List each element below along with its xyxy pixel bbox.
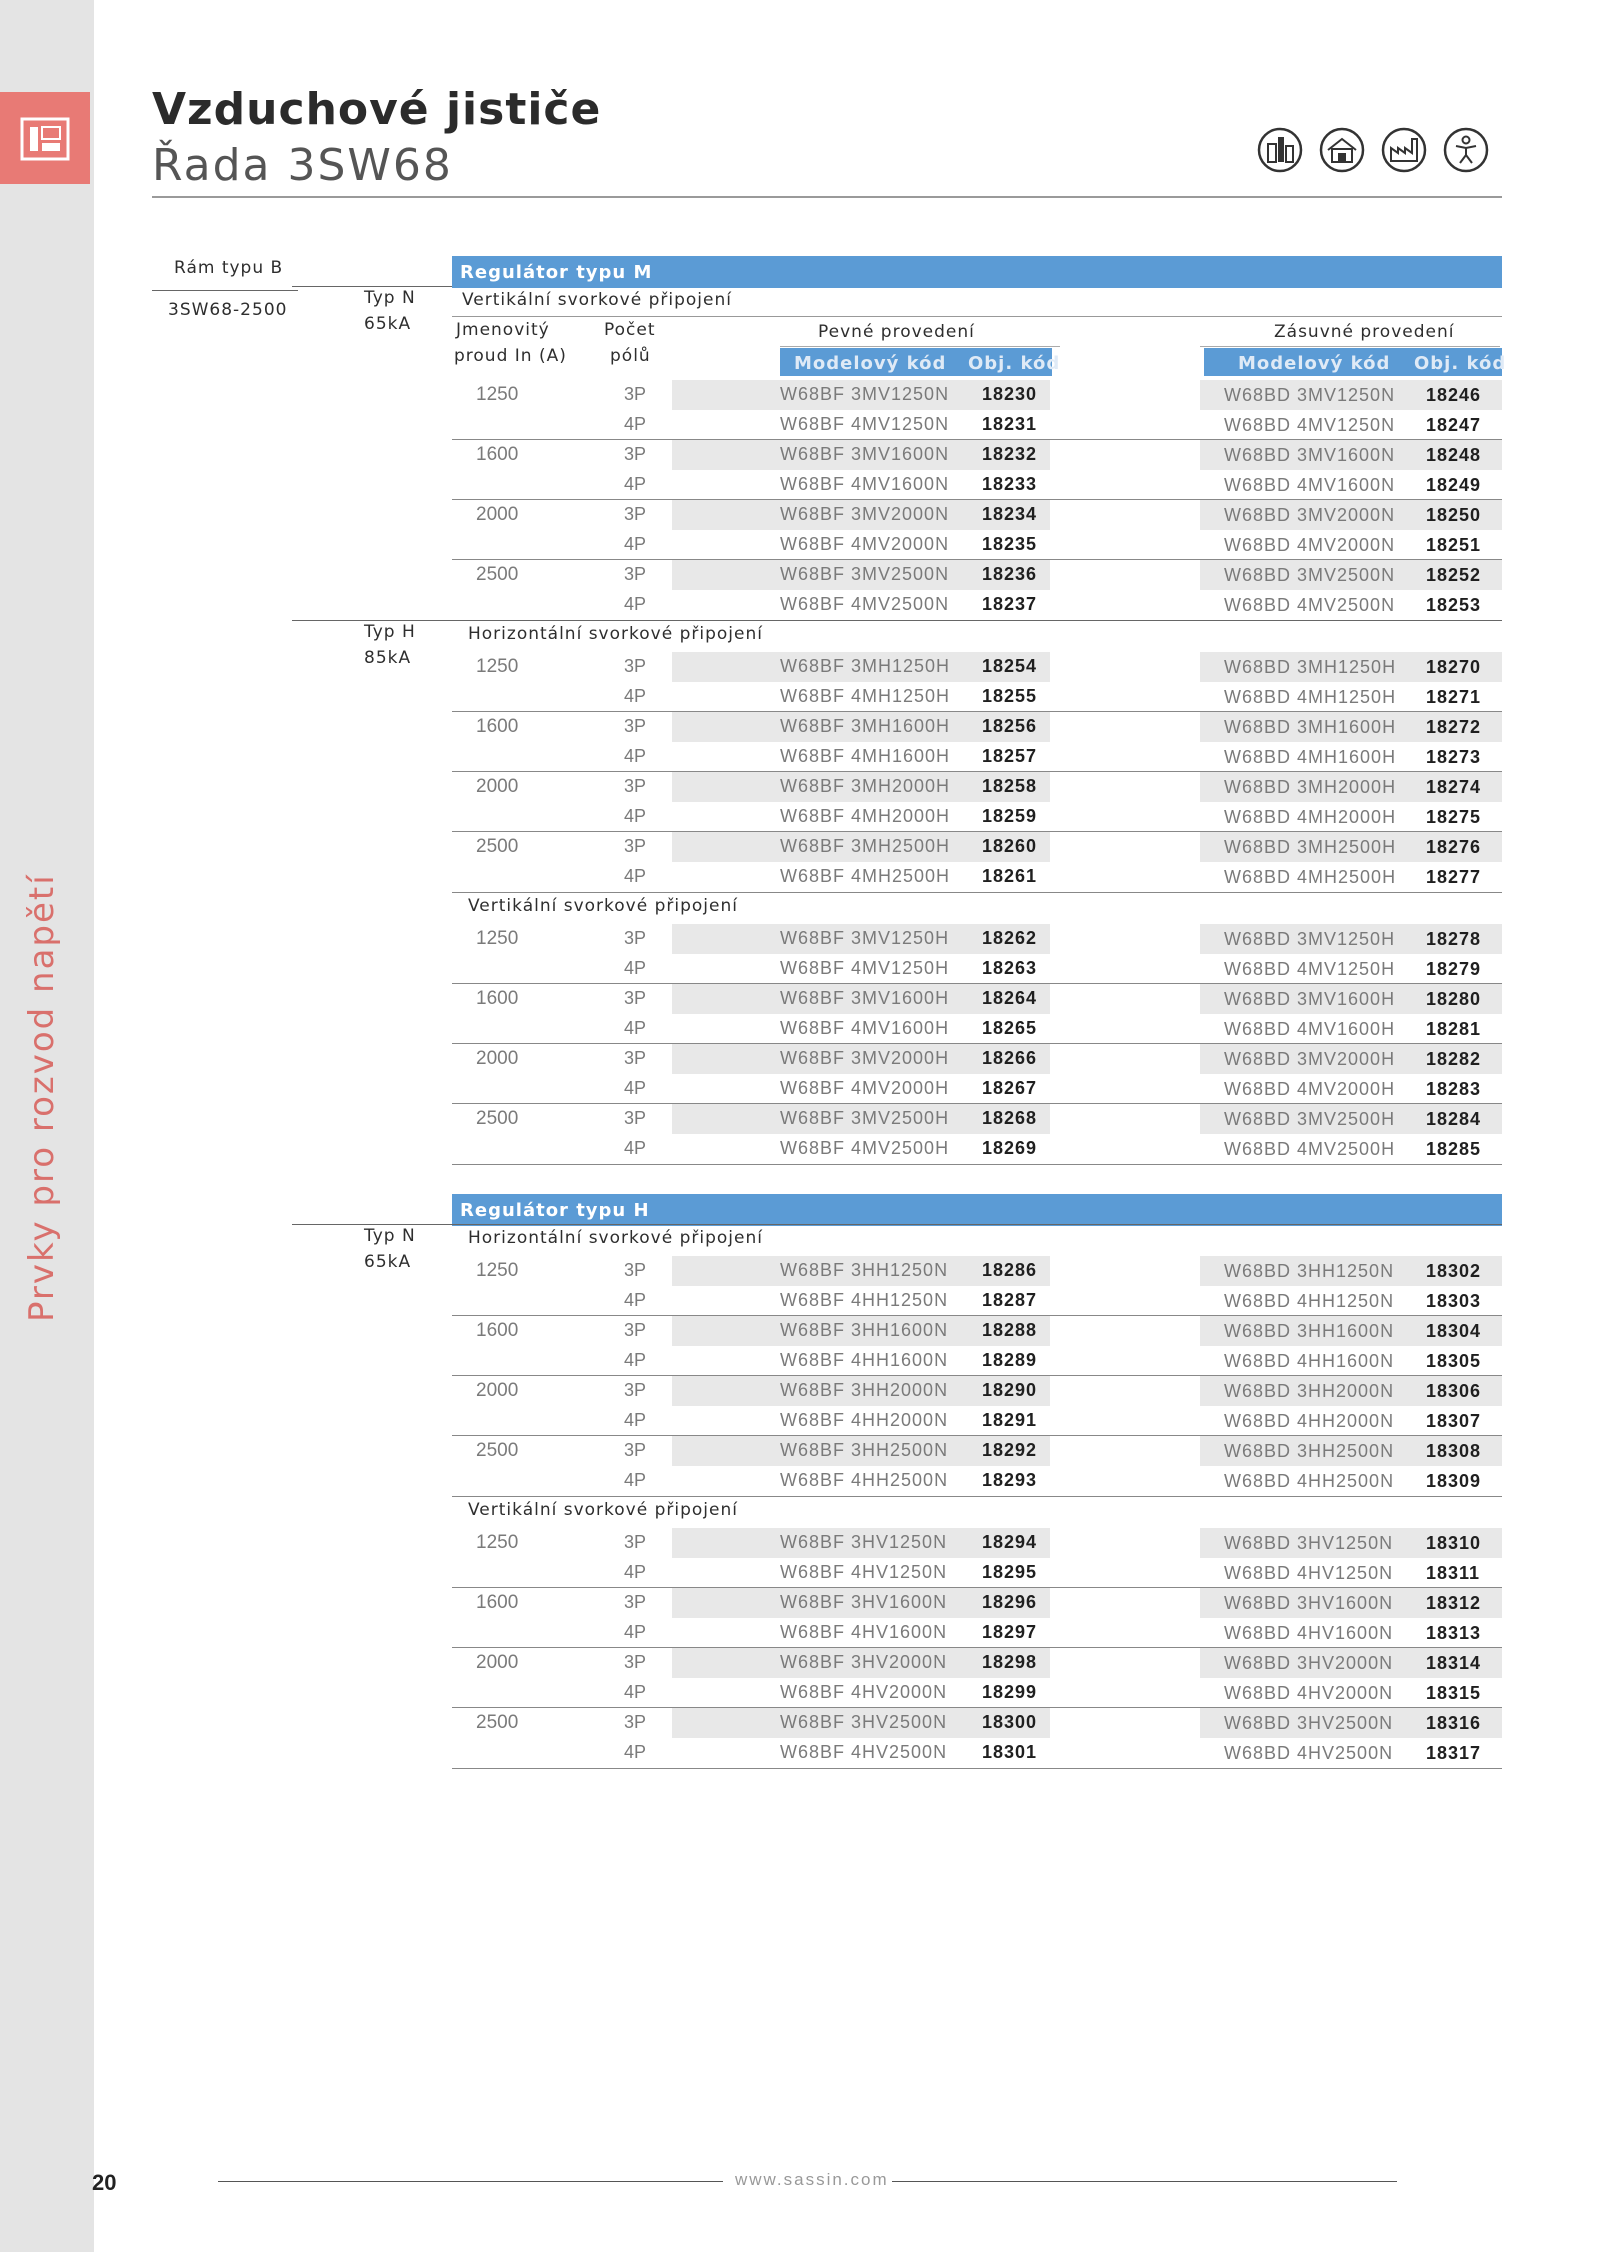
fixed-model-code: W68BF 3MV1600H (780, 988, 950, 1008)
rated-current: 1600 (476, 444, 519, 465)
drawout-model-code: W68BD 3HH1600N (1224, 1321, 1395, 1341)
fixed-model-code: W68BF 4HV1250N (780, 1562, 948, 1582)
drawout-order-code: 18317 (1426, 1743, 1482, 1763)
drawout-model-code: W68BD 4HV1250N (1224, 1563, 1394, 1583)
drawout-model-code: W68BD 4MV2500N (1224, 595, 1396, 615)
group-end-rule (452, 892, 1502, 893)
drawout-order-code: 18305 (1426, 1351, 1482, 1371)
drawout-model-code: W68BD 4HV1600N (1224, 1623, 1394, 1643)
col-poles-2: pólů (610, 346, 651, 366)
fixed-order-code: 18299 (982, 1682, 1038, 1702)
poles: 3P (624, 504, 647, 524)
fixed-model-code: W68BF 3HH2500N (780, 1440, 949, 1460)
rated-current: 1600 (476, 716, 519, 737)
poles: 4P (624, 958, 647, 978)
sidebar (0, 0, 94, 2252)
fixed-model-code: W68BF 4MH2000H (780, 806, 951, 826)
drawout-order-code: 18253 (1426, 595, 1482, 615)
fixed-model-code: W68BF 4HH2500N (780, 1470, 949, 1490)
connection-label: Vertikální svorkové připojení (468, 896, 738, 916)
drawout-col-model: Modelový kód (1238, 353, 1391, 374)
poles: 3P (624, 1380, 647, 1400)
connection-label: Vertikální svorkové připojení (462, 290, 732, 310)
type-rule (292, 286, 452, 287)
fixed-order-code: 18264 (982, 988, 1038, 1008)
rated-current: 2500 (476, 1440, 519, 1461)
drawout-model-code: W68BD 3MV1600H (1224, 989, 1396, 1009)
fixed-model-code: W68BF 3MH2000H (780, 776, 951, 796)
drawout-order-code: 18306 (1426, 1381, 1482, 1401)
fixed-model-code: W68BF 3HH1250N (780, 1260, 949, 1280)
fixed-model-code: W68BF 4MV2500H (780, 1138, 950, 1158)
drawout-order-code: 18278 (1426, 929, 1482, 949)
drawout-order-code: 18277 (1426, 867, 1482, 887)
fixed-order-code: 18300 (982, 1712, 1038, 1732)
application-icons (1256, 126, 1490, 174)
regulator-title: Regulátor typu M (460, 262, 653, 283)
fixed-order-code: 18262 (982, 928, 1038, 948)
page-title: Vzduchové jističe (152, 84, 602, 135)
drawout-model-code: W68BD 3HV1250N (1224, 1533, 1394, 1553)
poles: 4P (624, 1470, 647, 1490)
drawout-order-code: 18314 (1426, 1653, 1482, 1673)
breaker-type: Typ H (364, 622, 416, 642)
rated-current: 2000 (476, 504, 519, 525)
fixed-order-code: 18267 (982, 1078, 1038, 1098)
page-subtitle: Řada 3SW68 (152, 140, 453, 191)
drawout-model-code: W68BD 4MV1600N (1224, 475, 1396, 495)
poles: 3P (624, 1532, 647, 1552)
fixed-order-code: 18289 (982, 1350, 1038, 1370)
drawout-model-code: W68BD 4HV2000N (1224, 1683, 1394, 1703)
rated-current: 2000 (476, 776, 519, 797)
poles: 4P (624, 1562, 647, 1582)
poles: 3P (624, 716, 647, 736)
fixed-order-code: 18235 (982, 534, 1038, 554)
drawout-order-code: 18283 (1426, 1079, 1482, 1099)
fixed-model-code: W68BF 3HV2000N (780, 1652, 948, 1672)
fixed-order-code: 18255 (982, 686, 1038, 706)
poles: 4P (624, 866, 647, 886)
rated-current: 1250 (476, 1532, 519, 1553)
fixed-order-code: 18265 (982, 1018, 1038, 1038)
breaker-type: Typ N (364, 1226, 416, 1246)
row-group-rule (452, 439, 1502, 440)
poles: 3P (624, 384, 647, 404)
drawout-model-code: W68BD 4MV2500H (1224, 1139, 1396, 1159)
poles: 3P (624, 928, 647, 948)
row-group-rule (452, 1647, 1502, 1648)
group-end-rule (452, 1496, 1502, 1497)
drawout-model-code: W68BD 4MV2000N (1224, 535, 1396, 555)
drawout-order-code: 18310 (1426, 1533, 1482, 1553)
fixed-order-code: 18236 (982, 564, 1038, 584)
poles: 3P (624, 1320, 647, 1340)
regulator-title: Regulátor typu H (460, 1200, 650, 1221)
row-group-rule (452, 1103, 1502, 1104)
row-group-rule (452, 831, 1502, 832)
footer-url[interactable]: www.sassin.com (735, 2170, 889, 2189)
drawout-order-code: 18307 (1426, 1411, 1482, 1431)
poles: 3P (624, 1592, 647, 1612)
row-group-rule (452, 711, 1502, 712)
fixed-order-code: 18291 (982, 1410, 1038, 1430)
drawout-order-code: 18250 (1426, 505, 1482, 525)
drawout-order-code: 18284 (1426, 1109, 1482, 1129)
drawout-order-code: 18249 (1426, 475, 1482, 495)
col-current-2: proud In (A) (454, 346, 567, 366)
row-group-rule (452, 771, 1502, 772)
row-group-rule (452, 1315, 1502, 1316)
drawout-order-code: 18282 (1426, 1049, 1482, 1069)
drawout-model-code: W68BD 3MV2500H (1224, 1109, 1396, 1129)
fixed-order-code: 18292 (982, 1440, 1038, 1460)
poles: 3P (624, 1440, 647, 1460)
rated-current: 2500 (476, 1712, 519, 1733)
rated-current: 2000 (476, 1652, 519, 1673)
drawout-model-code: W68BD 4MV2000H (1224, 1079, 1396, 1099)
fixed-col-code: Obj. kód (968, 353, 1061, 374)
house-icon (1318, 126, 1366, 174)
frame-model: 3SW68-2500 (168, 300, 288, 320)
drawout-order-code: 18246 (1426, 385, 1482, 405)
fixed-order-code: 18260 (982, 836, 1038, 856)
drawout-model-code: W68BD 3MV1600N (1224, 445, 1396, 465)
fixed-order-code: 18258 (982, 776, 1038, 796)
drawout-order-code: 18280 (1426, 989, 1482, 1009)
building-icon (1256, 126, 1304, 174)
drawout-order-code: 18272 (1426, 717, 1482, 737)
drawout-order-code: 18276 (1426, 837, 1482, 857)
fixed-model-code: W68BF 3MV2500H (780, 1108, 950, 1128)
fixed-model-code: W68BF 3MV2000N (780, 504, 950, 524)
type-rule (292, 1224, 1502, 1225)
fixed-order-code: 18231 (982, 414, 1038, 434)
fixed-title: Pevné provedení (818, 322, 975, 342)
fixed-model-code: W68BF 4HV1600N (780, 1622, 948, 1642)
drawout-model-code: W68BD 3HH1250N (1224, 1261, 1395, 1281)
fixed-model-code: W68BF 4HH1250N (780, 1290, 949, 1310)
person-icon (1442, 126, 1490, 174)
fixed-model-code: W68BF 4MV1250N (780, 414, 950, 434)
fixed-model-code: W68BF 4MH1600H (780, 746, 951, 766)
poles: 4P (624, 594, 647, 614)
drawout-model-code: W68BD 4HH1250N (1224, 1291, 1395, 1311)
fixed-order-code: 18296 (982, 1592, 1038, 1612)
fixed-order-code: 18293 (982, 1470, 1038, 1490)
poles: 4P (624, 1078, 647, 1098)
fixed-title-rule (780, 346, 1060, 347)
poles: 3P (624, 1108, 647, 1128)
fixed-model-code: W68BF 4MV1600H (780, 1018, 950, 1038)
fixed-order-code: 18257 (982, 746, 1038, 766)
col-poles-1: Počet (604, 320, 656, 340)
fixed-order-code: 18233 (982, 474, 1038, 494)
fixed-order-code: 18232 (982, 444, 1038, 464)
drawout-order-code: 18316 (1426, 1713, 1482, 1733)
page-number: 20 (92, 2170, 117, 2195)
fixed-model-code: W68BF 4HV2000N (780, 1682, 948, 1702)
drawout-model-code: W68BD 3HH2000N (1224, 1381, 1395, 1401)
fixed-order-code: 18230 (982, 384, 1038, 404)
drawout-order-code: 18304 (1426, 1321, 1482, 1341)
drawout-order-code: 18309 (1426, 1471, 1482, 1491)
row-group-rule (452, 1435, 1502, 1436)
drawout-model-code: W68BD 4MH1250H (1224, 687, 1397, 707)
poles: 3P (624, 988, 647, 1008)
frame-rule (152, 290, 298, 291)
row-group-rule (452, 1707, 1502, 1708)
drawout-order-code: 18252 (1426, 565, 1482, 585)
fixed-model-code: W68BF 3HV1600N (780, 1592, 948, 1612)
drawout-order-code: 18281 (1426, 1019, 1482, 1039)
poles: 4P (624, 414, 647, 434)
poles: 4P (624, 746, 647, 766)
group-end-rule (452, 1164, 1502, 1165)
drawout-title-rule (1200, 346, 1500, 347)
fixed-order-code: 18263 (982, 958, 1038, 978)
fixed-model-code: W68BF 4MV2000N (780, 534, 950, 554)
rated-current: 2000 (476, 1380, 519, 1401)
drawout-model-code: W68BD 3MH2500H (1224, 837, 1397, 857)
poles: 3P (624, 836, 647, 856)
fixed-order-code: 18295 (982, 1562, 1038, 1582)
fixed-order-code: 18287 (982, 1290, 1038, 1310)
row-group-rule (452, 1375, 1502, 1376)
drawout-order-code: 18315 (1426, 1683, 1482, 1703)
row-group-rule (452, 983, 1502, 984)
drawout-order-code: 18313 (1426, 1623, 1482, 1643)
drawout-order-code: 18251 (1426, 535, 1482, 555)
fixed-model-code: W68BF 3MH2500H (780, 836, 951, 856)
fixed-model-code: W68BF 3MH1600H (780, 716, 951, 736)
connection-label: Vertikální svorkové připojení (468, 1500, 738, 1520)
fixed-order-code: 18237 (982, 594, 1038, 614)
fixed-order-code: 18288 (982, 1320, 1038, 1340)
rated-current: 1250 (476, 384, 519, 405)
drawout-model-code: W68BD 4HH2000N (1224, 1411, 1395, 1431)
poles: 3P (624, 776, 647, 796)
fixed-order-code: 18259 (982, 806, 1038, 826)
drawout-order-code: 18273 (1426, 747, 1482, 767)
drawout-order-code: 18248 (1426, 445, 1482, 465)
drawout-model-code: W68BD 3MH1250H (1224, 657, 1397, 677)
drawout-model-code: W68BD 3HV2500N (1224, 1713, 1394, 1733)
group-end-rule (452, 1768, 1502, 1769)
poles: 3P (624, 656, 647, 676)
poles: 4P (624, 1290, 647, 1310)
fixed-model-code: W68BF 3HH2000N (780, 1380, 949, 1400)
fixed-model-code: W68BF 3MV2000H (780, 1048, 950, 1068)
fixed-model-code: W68BF 4MV2000H (780, 1078, 950, 1098)
rated-current: 2500 (476, 836, 519, 857)
drawout-order-code: 18270 (1426, 657, 1482, 677)
connection-label: Horizontální svorkové připojení (468, 1228, 763, 1248)
poles: 4P (624, 806, 647, 826)
poles: 3P (624, 1048, 647, 1068)
drawout-model-code: W68BD 4MH1600H (1224, 747, 1397, 767)
fixed-model-code: W68BF 3MH1250H (780, 656, 951, 676)
drawout-model-code: W68BD 4MH2000H (1224, 807, 1397, 827)
drawout-model-code: W68BD 3MV2000H (1224, 1049, 1396, 1069)
rated-current: 1600 (476, 1320, 519, 1341)
drawout-model-code: W68BD 3MV1250H (1224, 929, 1396, 949)
fixed-order-code: 18301 (982, 1742, 1038, 1762)
drawout-model-code: W68BD 4MV1600H (1224, 1019, 1396, 1039)
col-current-1: Jmenovitý (456, 320, 550, 340)
fixed-order-code: 18298 (982, 1652, 1038, 1672)
rated-current: 1250 (476, 1260, 519, 1281)
drawout-col-code: Obj. kód (1414, 353, 1507, 374)
drawout-model-code: W68BD 3HV1600N (1224, 1593, 1394, 1613)
fixed-model-code: W68BF 4MH2500H (780, 866, 951, 886)
poles: 4P (624, 1350, 647, 1370)
poles: 4P (624, 1742, 647, 1762)
drawout-model-code: W68BD 3MV1250N (1224, 385, 1396, 405)
drawout-model-code: W68BD 3MV2000N (1224, 505, 1396, 525)
fixed-order-code: 18256 (982, 716, 1038, 736)
fixed-model-code: W68BF 3MV2500N (780, 564, 950, 584)
fixed-model-code: W68BF 4MV2500N (780, 594, 950, 614)
fixed-order-code: 18269 (982, 1138, 1038, 1158)
row-group-rule (452, 499, 1502, 500)
rated-current: 2500 (476, 1108, 519, 1129)
poles: 4P (624, 1410, 647, 1430)
drawout-model-code: W68BD 4HV2500N (1224, 1743, 1394, 1763)
rated-current: 1250 (476, 928, 519, 949)
drawout-model-code: W68BD 4HH1600N (1224, 1351, 1395, 1371)
drawout-model-code: W68BD 4MV1250N (1224, 415, 1396, 435)
poles: 4P (624, 1018, 647, 1038)
drawout-order-code: 18308 (1426, 1441, 1482, 1461)
drawout-order-code: 18312 (1426, 1593, 1482, 1613)
rated-current: 1250 (476, 656, 519, 677)
drawout-order-code: 18285 (1426, 1139, 1482, 1159)
rated-current: 1600 (476, 988, 519, 1009)
breaker-rating: 85kA (364, 648, 412, 668)
fixed-model-code: W68BF 4MV1250H (780, 958, 950, 978)
fixed-model-code: W68BF 3MV1250H (780, 928, 950, 948)
frame-label: Rám typu B (174, 258, 284, 278)
breaker-type: Typ N (364, 288, 416, 308)
footer-rule-right (892, 2181, 1397, 2182)
drawout-order-code: 18271 (1426, 687, 1482, 707)
breaker-rating: 65kA (364, 314, 412, 334)
header-rule (452, 316, 1502, 317)
side-label: Prvky pro rozvod napětí (22, 873, 62, 1322)
factory-icon (1380, 126, 1428, 174)
fixed-model-code: W68BF 4HV2500N (780, 1742, 948, 1762)
fixed-model-code: W68BF 3HV1250N (780, 1532, 948, 1552)
drawout-order-code: 18247 (1426, 415, 1482, 435)
rated-current: 2000 (476, 1048, 519, 1069)
fixed-order-code: 18261 (982, 866, 1038, 886)
drawout-model-code: W68BD 4MV1250H (1224, 959, 1396, 979)
fixed-order-code: 18294 (982, 1532, 1038, 1552)
fixed-model-code: W68BF 3MV1250N (780, 384, 950, 404)
poles: 4P (624, 534, 647, 554)
fixed-model-code: W68BF 4HH2000N (780, 1410, 949, 1430)
fixed-model-code: W68BF 3HH1600N (780, 1320, 949, 1340)
drawout-order-code: 18311 (1426, 1563, 1481, 1583)
fixed-model-code: W68BF 4MV1600N (780, 474, 950, 494)
poles: 3P (624, 564, 647, 584)
breaker-icon (0, 92, 90, 184)
fixed-order-code: 18254 (982, 656, 1038, 676)
drawout-order-code: 18303 (1426, 1291, 1482, 1311)
fixed-order-code: 18297 (982, 1622, 1038, 1642)
row-group-rule (452, 1587, 1502, 1588)
poles: 4P (624, 1622, 647, 1642)
fixed-order-code: 18286 (982, 1260, 1038, 1280)
drawout-model-code: W68BD 3HH2500N (1224, 1441, 1395, 1461)
poles: 3P (624, 1260, 647, 1280)
drawout-model-code: W68BD 3MH1600H (1224, 717, 1397, 737)
drawout-title: Zásuvné provedení (1274, 322, 1455, 342)
footer-rule-left (218, 2181, 723, 2182)
type-rule (292, 620, 1502, 621)
fixed-order-code: 18290 (982, 1380, 1038, 1400)
rated-current: 1600 (476, 1592, 519, 1613)
fixed-col-model: Modelový kód (794, 353, 947, 374)
drawout-order-code: 18274 (1426, 777, 1482, 797)
poles: 3P (624, 444, 647, 464)
poles: 3P (624, 1652, 647, 1672)
drawout-order-code: 18279 (1426, 959, 1482, 979)
poles: 4P (624, 1682, 647, 1702)
rated-current: 2500 (476, 564, 519, 585)
drawout-model-code: W68BD 4MH2500H (1224, 867, 1397, 887)
connection-label: Horizontální svorkové připojení (468, 624, 763, 644)
fixed-order-code: 18268 (982, 1108, 1038, 1128)
drawout-order-code: 18275 (1426, 807, 1482, 827)
drawout-model-code: W68BD 4HH2500N (1224, 1471, 1395, 1491)
poles: 4P (624, 1138, 647, 1158)
row-group-rule (452, 1043, 1502, 1044)
fixed-model-code: W68BF 4HH1600N (780, 1350, 949, 1370)
row-group-rule (452, 559, 1502, 560)
poles: 4P (624, 474, 647, 494)
drawout-order-code: 18302 (1426, 1261, 1482, 1281)
poles: 3P (624, 1712, 647, 1732)
title-rule (152, 196, 1502, 198)
fixed-order-code: 18266 (982, 1048, 1038, 1068)
fixed-model-code: W68BF 3MV1600N (780, 444, 950, 464)
breaker-rating: 65kA (364, 1252, 412, 1272)
drawout-model-code: W68BD 3MV2500N (1224, 565, 1396, 585)
drawout-model-code: W68BD 3MH2000H (1224, 777, 1397, 797)
fixed-model-code: W68BF 3HV2500N (780, 1712, 948, 1732)
poles: 4P (624, 686, 647, 706)
drawout-model-code: W68BD 3HV2000N (1224, 1653, 1394, 1673)
fixed-model-code: W68BF 4MH1250H (780, 686, 951, 706)
fixed-order-code: 18234 (982, 504, 1038, 524)
